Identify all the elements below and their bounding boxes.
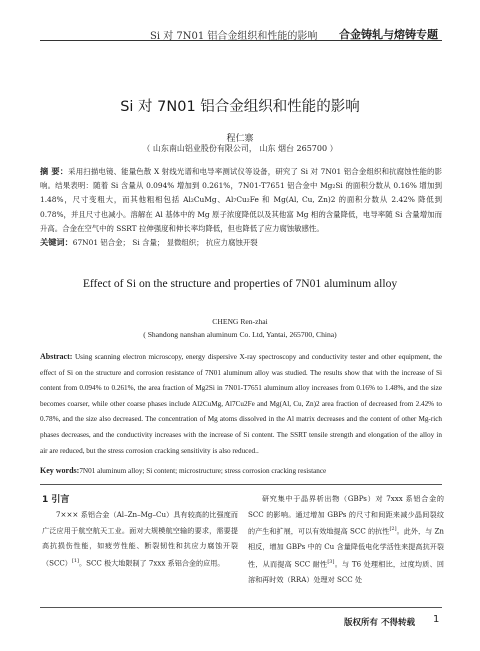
abstract-cn <box>40 164 442 236</box>
intro-right-text-2: 。此外，与 Zn 相反，增加 GBPs 中的 Cu 含量降低电化学活性来提高抗开裂性，从而提高 SCC 耐性 <box>248 526 444 569</box>
abstract-label-cn: 摘 要： <box>40 166 69 176</box>
keywords-label-cn: 关键词： <box>40 237 73 247</box>
keywords-text-cn: 67N01 铝合金； Si 含量； 显微组织； 抗应力腐蚀开裂 <box>72 238 258 247</box>
abstract-text-cn: 采用扫描电镜、能量色散 X 射线光谱和电导率测试仪等设备，研究了 Si 对 7N01 铝合金组织和抗腐蚀性能的影响。结果表明：随着 Si 含量从 0.094% 增加到 0.261%，7N01-T7651 铝合金中 Mg₂Si 的面积分数从 0.16% 增加到 1.48%，尺寸变粗大，而其他粗相包括 Al₂CuMg、Al₇Cu₂Fe 和 Mg(Al, Cu, Zn)2 的面积分数从 2.42% 降低到 0.78%，并且尺寸也减小。溶解在 Al 基体中的 Mg 原子浓度降低以及其他富 Mg 相的含量降低，电导率随 Si 含量增加而升高。合金在空气中的 SSRT 拉伸强度和伸长率均降低，但也降低了应力腐蚀敏感性。 <box>40 167 442 233</box>
intro-column-right <box>248 491 444 587</box>
author-en: CHENG Ren-zhai <box>212 317 268 326</box>
affiliation-cn: （ 山东南山铝业股份有限公司， 山东 烟台 265700 ） <box>142 144 338 153</box>
citation-ref: [2] <box>389 526 397 533</box>
title-en: Effect of Si on the structure and properties of 7N01 aluminum alloy <box>82 277 398 290</box>
abstract-label-en: Abstract: <box>40 352 73 361</box>
journal-section: 合金铸轧与熔铸专题 <box>339 28 438 41</box>
header-rule <box>40 40 442 41</box>
author-cn: 程仁寨 <box>226 134 254 144</box>
page-number: 1 <box>433 614 440 625</box>
intro-left-text-2: 。SCC 极大地限制了 7xxx 系铝合金的应用。 <box>79 558 225 568</box>
intro-right-text-3: 。与 T6 处理相比，过度均质、回溶和再时效（RRA）处理对 SCC 处 <box>248 559 444 584</box>
abstract-text-en: Using scanning electron microscopy, energy dispersive X-ray spectroscopy and conductivity tester and other equipment, the effect of Si on the structure and corrosion resistance of 7N01 aluminum alloy was studied. The results show that with the increase of Si content from 0.094% to 0.261%, the area fraction of Mg2Si in 7N01-T7651 aluminum alloy increases from 0.16% to 1.48%, and the size becomes coarser, while other coarse phases include Al2CuMg, Al7Cu2Fe and Mg(Al, Cu, Zn)2 area fraction of decreased from 2.42% to 0.78%, and the size also decreased. The concentration of Mg atoms dissolved in the Al matrix decreases and the content of other Mg-rich phases decreases, and the conductivity increases with the increase of Si content. The SSRT tensile strength and elongation of the alloy in air are reduced, but the stress corrosion cracking sensitivity is also reduced.. <box>40 353 442 455</box>
citation-ref: [3] <box>327 558 335 565</box>
abstract-divider <box>40 484 442 485</box>
keywords-label-en: Key words: <box>40 466 80 475</box>
footer-rule <box>40 607 442 608</box>
section-heading-intro: 1 引言 <box>42 495 70 505</box>
intro-column-left <box>42 507 238 571</box>
abstract-en <box>40 349 442 459</box>
citation-ref: [1] <box>71 557 79 564</box>
keywords-cn <box>40 235 442 250</box>
intro-right-text: 研究集中于晶界析出物（GBPs）对 7xxx 系铝合金的 SCC 的影响。通过增加 GBPs 的尺寸和间距来减少晶间裂纹的产生和扩展，可以有效地提高 SCC 的抗性 <box>248 494 444 536</box>
title-cn: Si 对 7N01 铝合金组织和性能的影响 <box>120 99 360 115</box>
keywords-text-en: 7N01 aluminum alloy; Si content; microstructure; stress corrosion cracking resistance <box>79 467 327 475</box>
copyright-notice: 版权所有 不得转载 <box>344 618 415 628</box>
affiliation-en: ( Shandong nanshan aluminum Co. Ltd, Yantai, 265700, China) <box>143 330 337 339</box>
keywords-en <box>40 464 442 478</box>
running-title: Si 对 7N01 铝合金组织和性能的影响 <box>150 31 318 42</box>
intro-left-text: 7××× 系铝合金（Al–Zn–Mg–Cu）具有较高的比强度而广泛应用于航空航天工业。面对大规模航空输的要求，需要提高抗损伤性能，如疲劳性能、断裂韧性和抗应力腐蚀开裂（SCC） <box>42 510 238 568</box>
